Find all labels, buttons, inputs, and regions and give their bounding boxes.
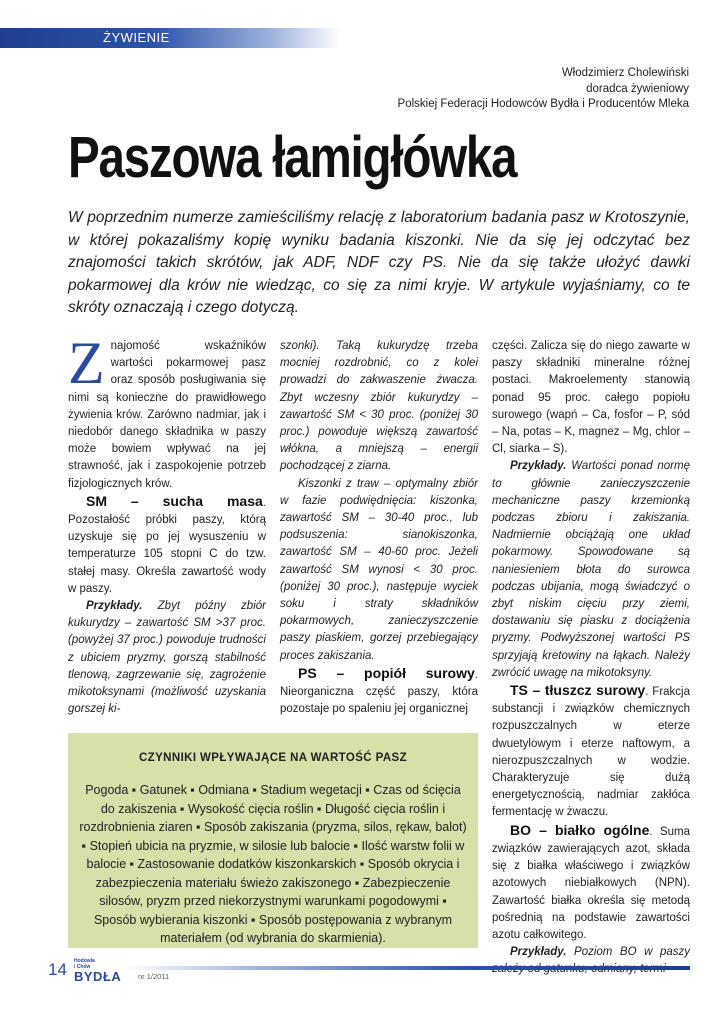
subhead-ts: TS – tłuszcz surowy xyxy=(510,682,646,699)
author-name: Włodzimierz Cholewiński xyxy=(561,67,689,79)
sm-text: . Pozostałość próbki paszy, którą uzyskuje się po jej wysuszeniu w temperaturze 105 stopni C do tzw. stałej masy. Określa zawartość wody w paszy. xyxy=(68,496,266,595)
example-label: Przykłady. xyxy=(86,600,143,613)
magazine-logo xyxy=(74,958,121,984)
article-lead: W poprzednim numerze zamieściliśmy relację z laboratorium badania pasz w Krotoszynie, w której pokazaliśmy kopię wyniku badania kiszonki. Nie da się jej odczytać bez znajomości takich skrótów, jak ADF, NDF czy PS. Nie da się także ułożyć dawki pokarmowej dla krów nie wiedząc, co się za nimi kryje. W artykule wyjaśniamy, co te skróty oznaczają i czego dotyczą. xyxy=(68,209,690,316)
logo-wordmark: BYDŁA xyxy=(74,969,122,984)
author-block xyxy=(398,66,689,113)
example-label: Przykłady. xyxy=(510,460,567,473)
drop-cap: Z xyxy=(68,330,105,396)
ps-text-continued: części. Zalicza się do niego zawarte w paszy składniki mineralne różnej postaci. Makroelementy stanowią ponad 95 proc. całego popiołu surowego (wapń – Ca, fosfor – P, sód – Na, potas – K, magnez – Mg, chlor – Cl, siarka – S). xyxy=(492,340,690,456)
column-3 xyxy=(492,338,690,979)
factors-box xyxy=(68,733,478,948)
sm-example-continued: szonki). Taką kukurydzę trzeba mocniej rozdrobnić, co z kolei prowadzi do zakwaszenie żwacza. Zbyt wczesny zbiór kukurydzy – zawartość SM < 30 proc. (poniżej 30 proc.) powoduje większą zawartość włókna, a mniejszą – energii pochodzącej z ziarna. xyxy=(280,340,478,473)
ps-example-text: Wartości ponad normę to głównie zanieczyszczenie mechaniczne paszy krzemionką podczas zbioru i zakiszania. Nadmiernie obciążają one układ pokarmowy. Spowodowane są naniesieniem błota do surowca podczas ubijania, mogą świadczyć o zbyt niskim cięciu przy ziemi, dostawaniu się piasku z dociążenia pryzmy. Podwyższonej wartości PS sprzyjają kretowiny na łąkach. Należy zwrócić uwagę na mikotoksyny. xyxy=(492,460,690,679)
factors-box-text: Pogoda ▪ Gatunek ▪ Odmiana ▪ Stadium wegetacji ▪ Czas od ścięcia do zakiszenia ▪ Wysokość cięcia roślin ▪ Długość cięcia roślin i rozdrobnienia ziaren ▪ Sposób zakiszania (pryzma, silos, rękaw, balot) ▪ Stopień ubicia na pryzmie, w silosie lub balocie ▪ Ilość warstw folii w balocie ▪ Zastosowanie dodatków kiszonkarskich ▪ Sposób okrycia i zabezpieczenia materiału świeżo zakiszonego ▪ Zabezpieczenie silosów, pryzm przed niekorzystnymi warunkami pogodowymi ▪ Sposób wybierania kiszonki ▪ Sposób postępowania z wybranym materiałem (od wybrania do skarmienia). xyxy=(79,783,467,945)
subhead-ps: PS – popiół surowy xyxy=(298,664,475,681)
column-2 xyxy=(280,338,478,718)
grass-silage-text: Kiszonki z traw – optymalny zbiór w fazie podwiędnięcia: kiszonka, zawartość SM – 30-40 proc., lub podsuszenia: sianokiszonka, zawartość SM – 40-60 proc. Jeżeli zawartość SM wynosi < 30 proc. (poniżej 30 proc.), następuje wyciek soku i straty składników pokarmowych, zanieczyszczenie paszy piaskiem, gorzej przebiegający proces zakiszania. xyxy=(280,477,478,662)
bo-example-text: Poziom BO w paszy xyxy=(574,946,690,959)
footer-rule xyxy=(122,966,690,970)
section-header-bar xyxy=(0,28,340,48)
page-number: 14 xyxy=(48,960,67,979)
factors-box-title: CZYNNIKI WPŁYWAJĄCE NA WARTOŚĆ PASZ xyxy=(138,752,408,764)
article-title: Paszowa łamigłówka xyxy=(68,125,517,190)
author-role: doradca żywieniowy xyxy=(586,82,689,95)
bo-text: . Suma związków zawierających azot, składa się z białka właściwego i związków azotowych niebiałkowych (NPN). Zawartość białka określa się metodą pośrednią na podstawie zawartości azotu całkowitego. xyxy=(492,825,690,941)
issue-number: nr 1/2011 xyxy=(138,972,170,981)
example-label: Przykłady. xyxy=(510,946,567,959)
ts-text: . Frakcja substancji i związków chemicznych rozpuszczalnych w eterze dwuetylowym i eterze naftowym, a nierozpuszczalnych w wodzie. Charakteryzuje się dużą energetycznością, nadmiar zakłóca fermentację w żwaczu. xyxy=(492,686,690,819)
subhead-sm: SM – sucha masa xyxy=(86,492,263,509)
section-title: ŻYWIENIE xyxy=(103,30,170,45)
logo-line-1: Hodowla xyxy=(74,958,95,964)
logo-line-2: i Chów xyxy=(74,964,91,970)
column-1 xyxy=(68,330,266,718)
intro-text: najomość wskaźników wartości pokarmowej pasz oraz sposób posługiwania się nimi są konieczne do prawidłowego żywienia krów. Zarówno nadmiar, jak i niedobór danego składnika w paszy może bowiem wpływać na jej strawność, jak i zaspokojenie potrzeb fizjologicznych krów. xyxy=(68,340,266,490)
subhead-bo: BO – białko ogólne xyxy=(510,821,650,838)
sm-example-text: Zbyt późny zbiór kukurydzy – zawartość SM >37 proc. (powyżej 37 proc.) powoduje trudności z ubiciem pryzmy, gorszą stabilność tlenową, zagrzewanie się, zagrożenie mikotoksynami (możliwość uzyskania gorszej ki- xyxy=(68,600,266,716)
author-org: Polskiej Federacji Hodowców Bydła i Producentów Mleka xyxy=(397,98,689,110)
ps-text: . Nieorganiczna część paszy, która pozostaje po spaleniu jej organicznej xyxy=(280,668,478,716)
